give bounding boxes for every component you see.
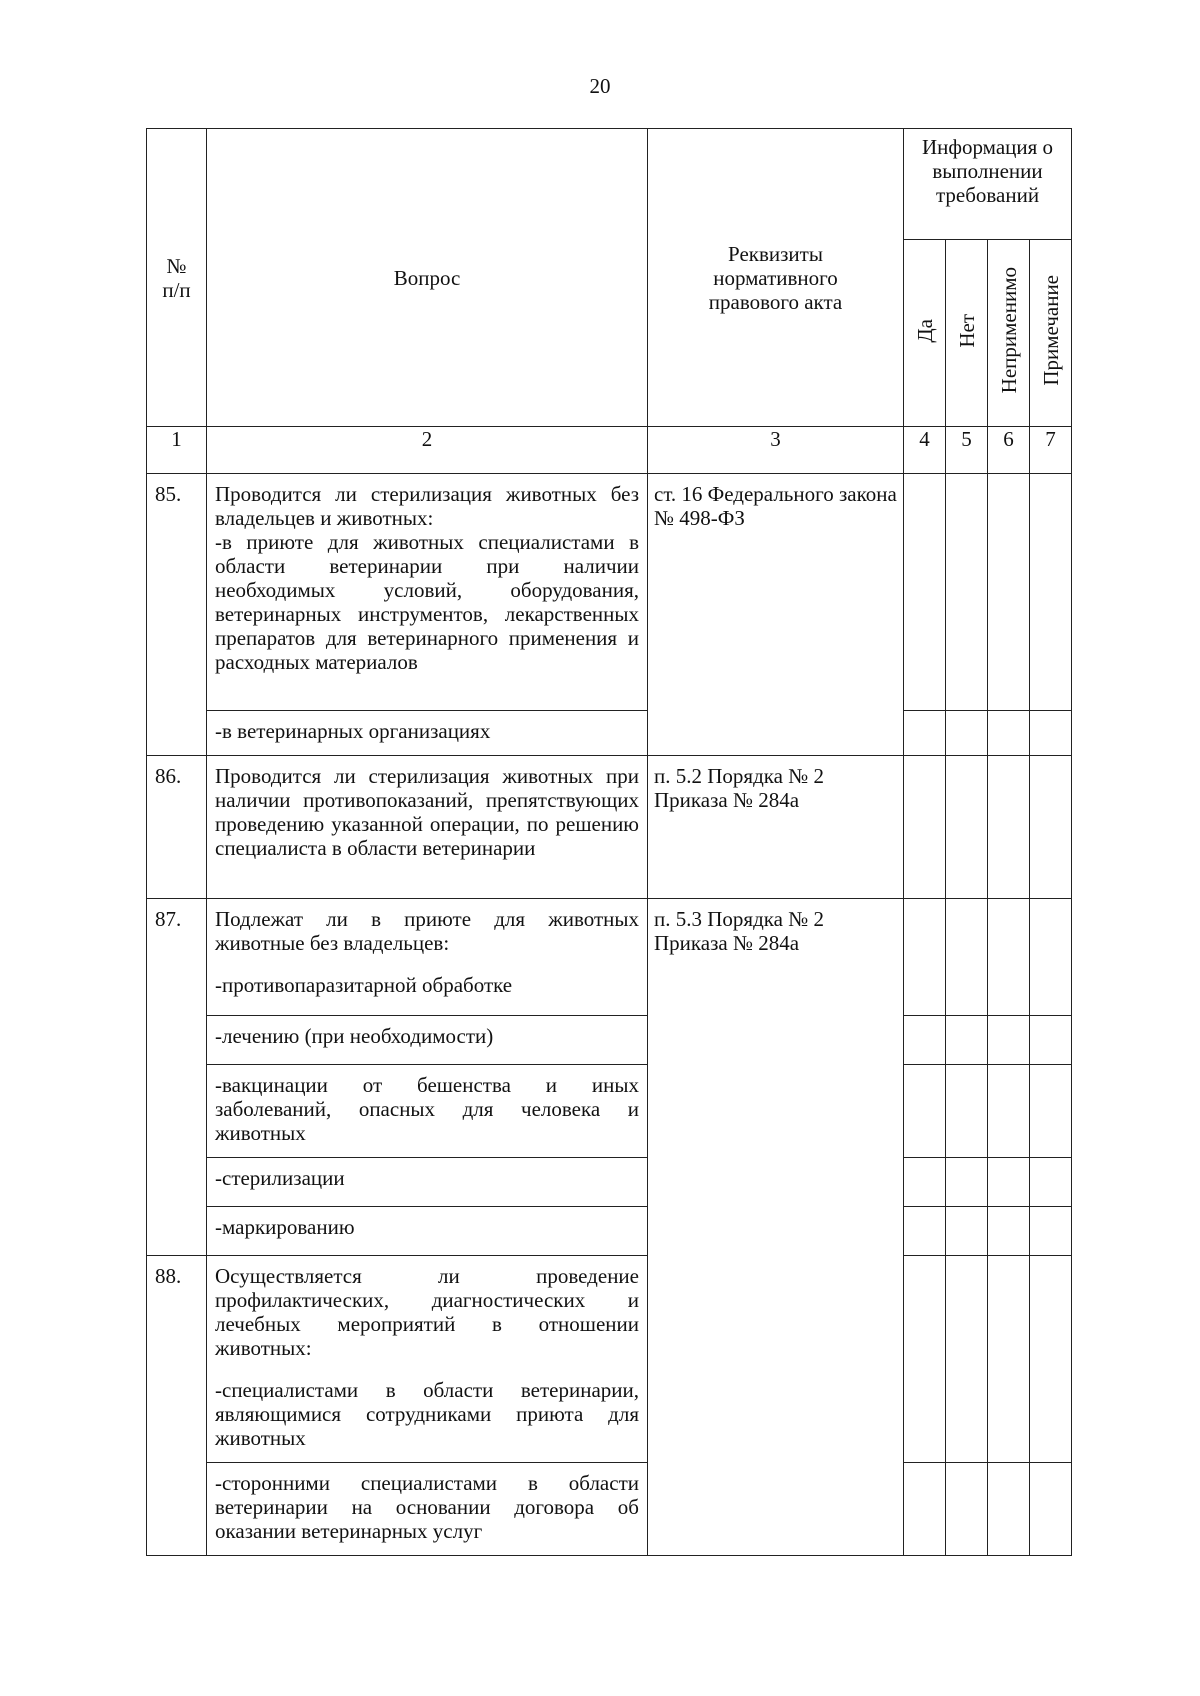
answer-yes-cell[interactable] [904,1065,946,1158]
answer-no-cell[interactable] [946,1207,988,1256]
header-note-label: Примечание [1038,275,1063,386]
answer-yes-cell[interactable] [904,1016,946,1065]
answer-not-applicable-cell[interactable] [988,1463,1030,1556]
table-row [147,711,1072,756]
table-row [147,1463,1072,1556]
header-number: № п/п [147,129,207,427]
column-number: 5 [946,427,988,474]
header-requisites: Реквизиты нормативного правового акта [648,129,904,427]
header-note [1030,240,1072,427]
header-no [946,240,988,427]
question-cell [207,474,648,711]
question-text: -противопаразитарной обработке [215,973,513,997]
column-number: 3 [648,427,904,474]
answer-yes-cell[interactable] [904,474,946,711]
answer-note-cell[interactable] [1030,1207,1072,1256]
answer-yes-cell[interactable] [904,899,946,1016]
answer-note-cell[interactable] [1030,1256,1072,1463]
page-number: 20 [589,74,611,98]
answer-note-cell[interactable] [1030,756,1072,899]
question-text: -маркированию [207,1207,648,1256]
answer-note-cell[interactable] [1030,1463,1072,1556]
header-question: Вопрос [207,129,648,427]
checklist-table [146,128,1072,1556]
answer-note-cell[interactable] [1030,899,1072,1016]
column-number: 4 [904,427,946,474]
header-not-applicable-label: Неприменимо [996,267,1021,394]
answer-note-cell[interactable] [1030,711,1072,756]
answer-not-applicable-cell[interactable] [988,1016,1030,1065]
answer-yes-cell[interactable] [904,711,946,756]
question-cell [207,1256,648,1463]
header-no-label: Нет [954,313,979,348]
answer-not-applicable-cell[interactable] [988,711,1030,756]
question-text: Проводится ли стерилизация животных без владельцев и животных: [215,482,639,530]
question-text: -в приюте для животных специалистами в области ветеринарии при наличии необходимых условий, оборудования, ветеринарных инструментов, лекарственных препаратов для ветеринарного применения и расходных материалов [215,530,639,674]
question-text: Осуществляется ли проведение профилактических, диагностических и лечебных мероприятий в отношении животных: [215,1264,639,1360]
table-row [147,1158,1072,1207]
header-yes [904,240,946,427]
answer-no-cell[interactable] [946,756,988,899]
answer-no-cell[interactable] [946,711,988,756]
table-row [147,1065,1072,1158]
header-row-1 [147,129,1072,240]
answer-no-cell[interactable] [946,1463,988,1556]
column-number: 1 [147,427,207,474]
question-text: -специалистами в области ветеринарии, являющимися сотрудниками приюта для животных [215,1378,639,1450]
answer-note-cell[interactable] [1030,1016,1072,1065]
answer-no-cell[interactable] [946,1158,988,1207]
header-info-group: Информация о выполнении требований [904,129,1072,240]
spacer [215,1360,639,1378]
column-number: 7 [1030,427,1072,474]
answer-yes-cell[interactable] [904,1158,946,1207]
answer-note-cell[interactable] [1030,1065,1072,1158]
table-row [147,474,1072,711]
table-row [147,1016,1072,1065]
question-text: -в ветеринарных организациях [207,711,648,756]
answer-no-cell[interactable] [946,474,988,711]
requisites-cell: ст. 16 Федерального закона № 498-ФЗ [648,474,904,756]
answer-not-applicable-cell[interactable] [988,474,1030,711]
spacer [215,955,639,973]
answer-yes-cell[interactable] [904,1256,946,1463]
answer-not-applicable-cell[interactable] [988,1207,1030,1256]
answer-not-applicable-cell[interactable] [988,756,1030,899]
column-number-row [147,427,1072,474]
table-row [147,1207,1072,1256]
requisites-cell: п. 5.3 Порядка № 2 Приказа № 284а [648,899,904,1556]
table-row [147,899,1072,1016]
header-not-applicable [988,240,1030,427]
answer-no-cell[interactable] [946,899,988,1016]
answer-yes-cell[interactable] [904,756,946,899]
question-text: -стерилизации [207,1158,648,1207]
question-text: -лечению (при необходимости) [207,1016,648,1065]
question-text: -сторонними специалистами в области ветеринарии на основании договора об оказании ветеринарных услуг [207,1463,648,1556]
answer-note-cell[interactable] [1030,1158,1072,1207]
column-number: 6 [988,427,1030,474]
item-number: 87. [147,899,207,1256]
requisites-cell: п. 5.2 Порядка № 2 Приказа № 284а [648,756,904,899]
answer-no-cell[interactable] [946,1256,988,1463]
answer-note-cell[interactable] [1030,474,1072,711]
question-text: Проводится ли стерилизация животных при наличии противопоказаний, препятствующих проведению указанной операции, по решению специалиста в области ветеринарии [207,756,648,899]
column-number: 2 [207,427,648,474]
question-text: Подлежат ли в приюте для животных животные без владельцев: [215,907,639,955]
answer-no-cell[interactable] [946,1016,988,1065]
item-number: 85. [147,474,207,756]
answer-not-applicable-cell[interactable] [988,1158,1030,1207]
table-row [147,756,1072,899]
item-number: 86. [147,756,207,899]
answer-yes-cell[interactable] [904,1207,946,1256]
question-cell [207,899,648,1016]
answer-no-cell[interactable] [946,1065,988,1158]
item-number: 88. [147,1256,207,1556]
answer-not-applicable-cell[interactable] [988,1065,1030,1158]
question-text: -вакцинации от бешенства и иных заболеваний, опасных для человека и животных [207,1065,648,1158]
answer-yes-cell[interactable] [904,1463,946,1556]
table-row [147,1256,1072,1463]
answer-not-applicable-cell[interactable] [988,899,1030,1016]
answer-not-applicable-cell[interactable] [988,1256,1030,1463]
header-yes-label: Да [912,318,937,343]
